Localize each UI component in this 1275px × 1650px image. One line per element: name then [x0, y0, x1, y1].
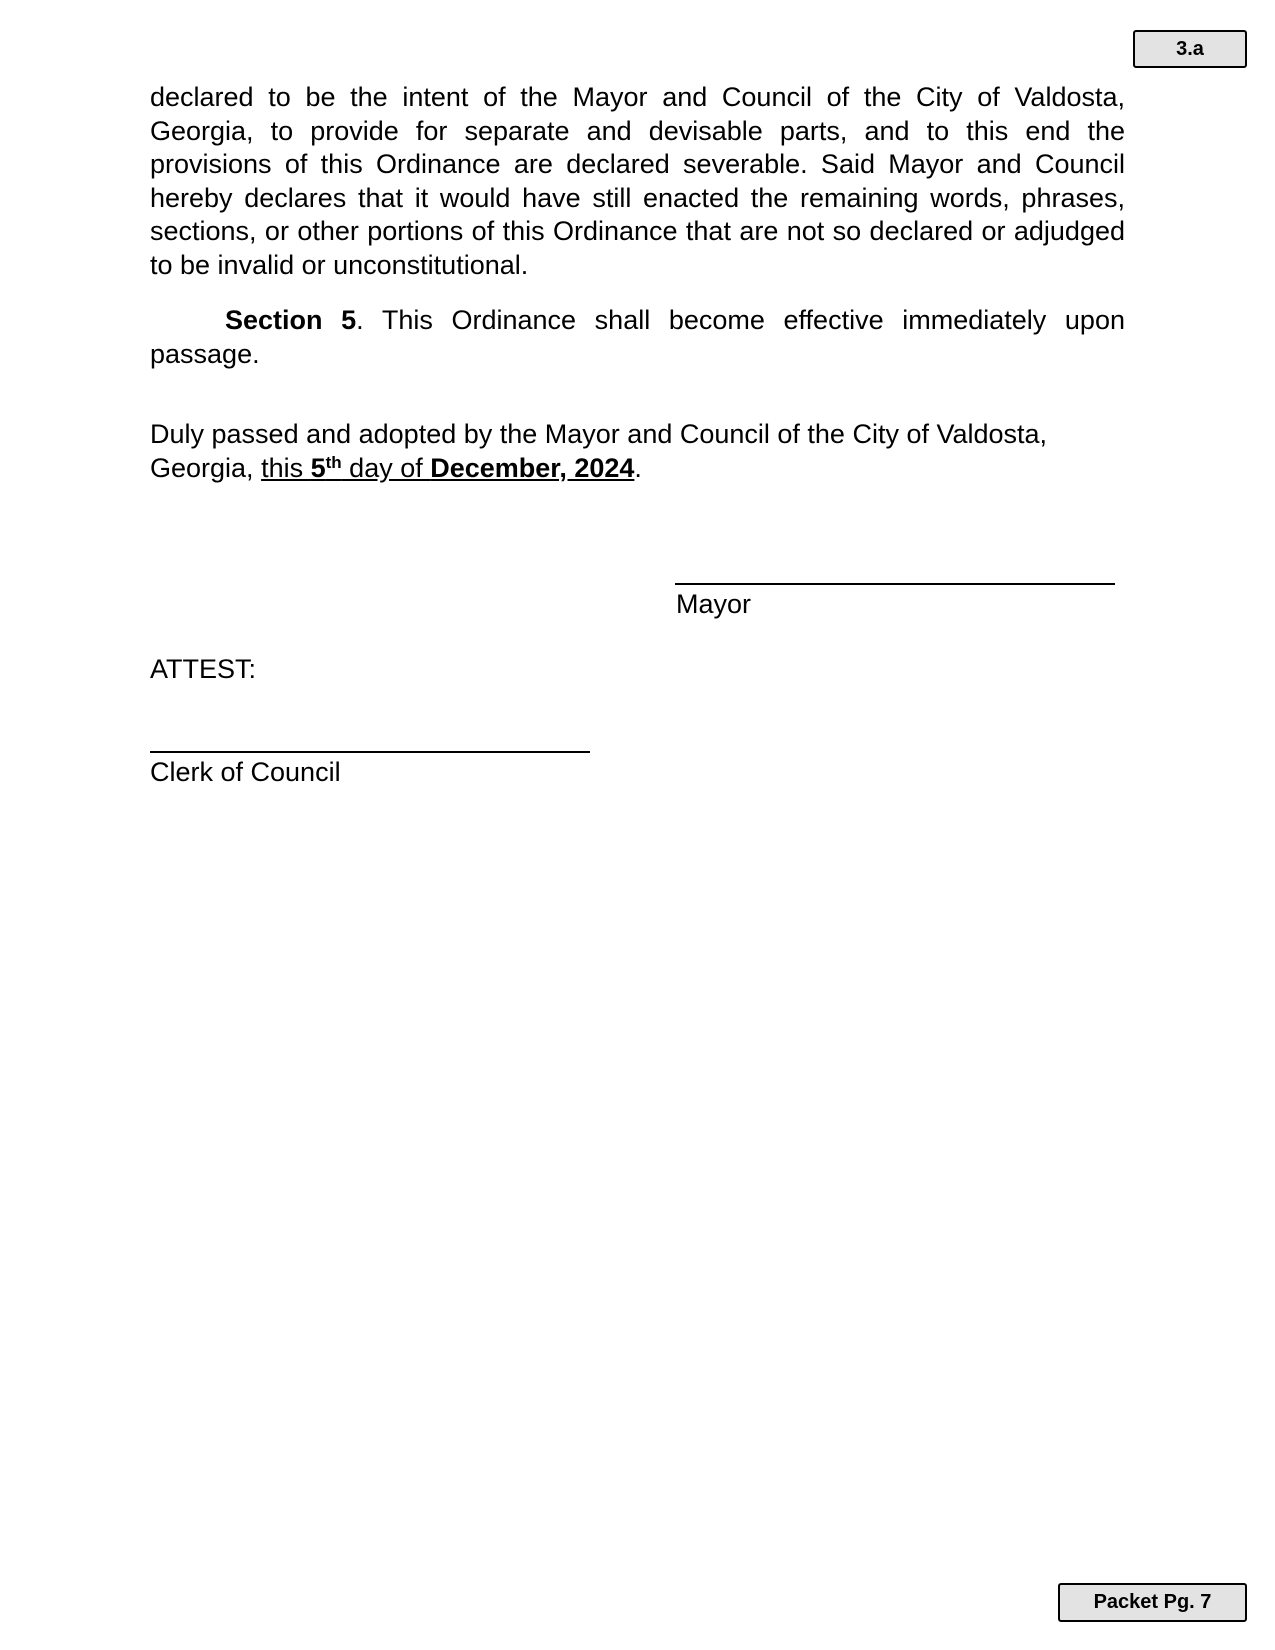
packet-page-label: Packet Pg. 7 — [1058, 1583, 1247, 1622]
mayor-label: Mayor — [676, 589, 752, 619]
adoption-end: . — [634, 452, 642, 483]
adoption-day-of: day of — [341, 452, 431, 483]
clerk-label: Clerk of Council — [150, 757, 341, 787]
adoption-date: December, 2024 — [430, 452, 635, 483]
attest-label: ATTEST: — [150, 654, 257, 684]
adoption-day: 5 — [310, 452, 326, 483]
section-5-text: . This Ordinance shall become effective immediately upon passage. — [150, 305, 1125, 369]
adoption-lead: Duly passed and adopted by the Mayor and Council of the City of Valdosta, Georgia, — [150, 419, 1048, 483]
adoption-this: this — [261, 452, 311, 483]
section-5-paragraph — [150, 304, 1125, 371]
mayor-signature-line — [675, 583, 1115, 585]
severability-paragraph: declared to be the intent of the Mayor and Council of the City of Valdosta, Georgia, to provide for separate and devisable parts, and to this end the provisions of this Ordinance are declared severable. Said Mayor and Council hereby declares that it would have still enacted the remaining words, phrases, sections, or other portions of this Ordinance that are not so declared or adjudged to be invalid or unconstitutional. — [150, 82, 1125, 280]
clerk-signature-line — [150, 751, 590, 753]
adoption-date-phrase — [261, 453, 634, 483]
adoption-paragraph — [150, 418, 1125, 485]
section-5-heading: Section 5 — [225, 305, 357, 335]
agenda-item-tag: 3.a — [1133, 30, 1247, 68]
adoption-day-ordinal: th — [325, 452, 342, 472]
